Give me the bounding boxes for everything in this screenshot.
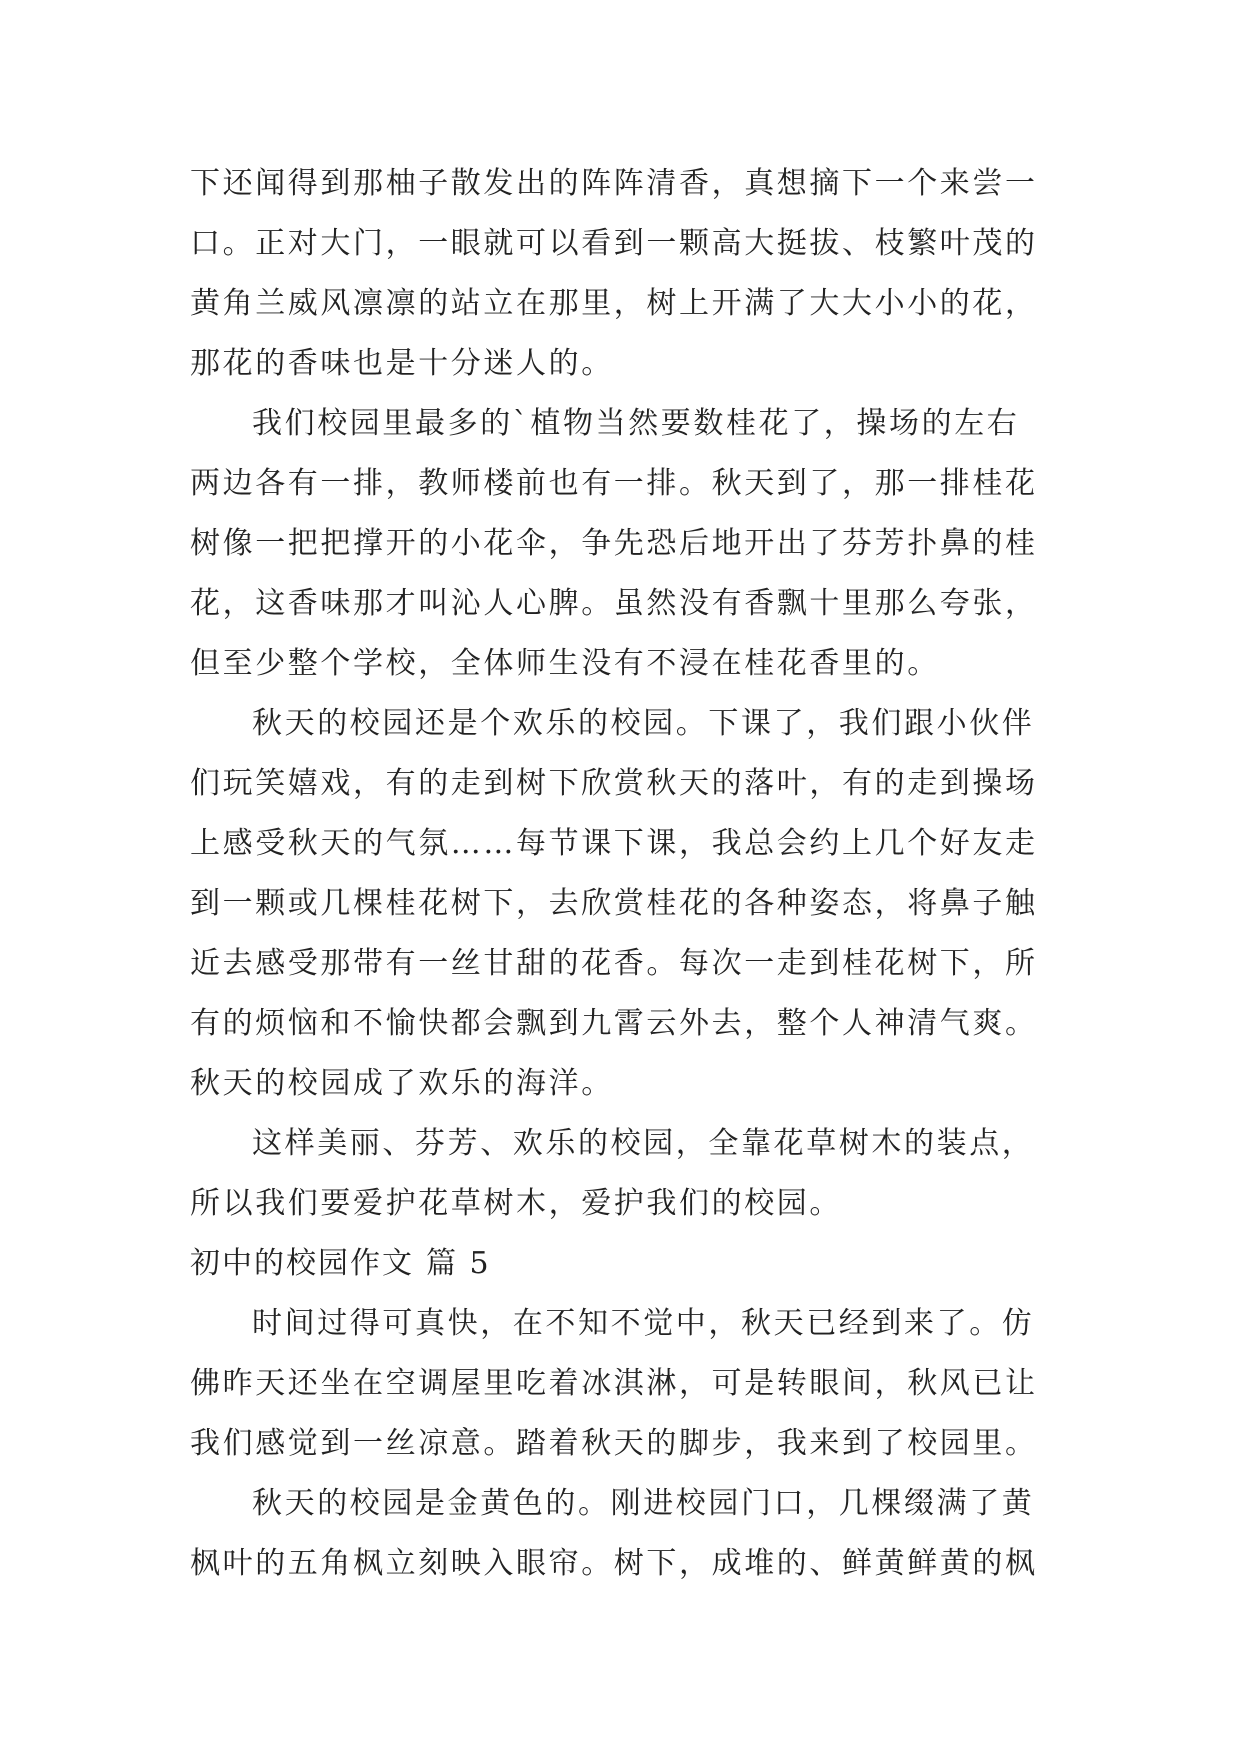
text-line: 树像一把把撑开的小花伞，争先恐后地开出了芬芳扑鼻的桂 [190,526,1038,561]
text-line: 我们感觉到一丝凉意。踏着秋天的脚步，我来到了校园里。 [190,1426,1038,1461]
paragraph [190,694,1070,1114]
text-line: 上感受秋天的气氛……每节课下课，我总会约上几个好友走 [190,826,1038,861]
section-heading [190,1234,1070,1294]
text-line: 花，这香味那才叫沁人心脾。虽然没有香飘十里那么夸张， [190,586,1038,621]
text-line: 秋天的校园还是个欢乐的校园。下课了，我们跟小伙伴 [252,706,1035,741]
text-line: 黄角兰威风凛凛的站立在那里，树上开满了大大小小的花， [190,286,1038,321]
text-line: 口。正对大门，一眼就可以看到一颗高大挺拔、枝繁叶茂的 [190,226,1038,261]
paragraph [190,154,1070,394]
heading-section-number: 篇 5 [426,1246,491,1281]
paragraph [190,394,1070,694]
text-line: 枫叶的五角枫立刻映入眼帘。树下，成堆的、鲜黄鲜黄的枫 [190,1546,1038,1581]
paragraph [190,1294,1070,1474]
text-line: 这样美丽、芬芳、欢乐的校园，全靠花草树木的装点， [252,1126,1035,1161]
text-line: 佛昨天还坐在空调屋里吃着冰淇淋，可是转眼间，秋风已让 [190,1366,1038,1401]
text-line: 有的烦恼和不愉快都会飘到九霄云外去，整个人神清气爽。 [190,1006,1038,1041]
text-line: 两边各有一排，教师楼前也有一排。秋天到了，那一排桂花 [190,466,1038,501]
text-line: 但至少整个学校，全体师生没有不浸在桂花香里的。 [190,646,940,681]
text-line: 下还闻得到那柚子散发出的阵阵清香，真想摘下一个来尝一 [190,166,1038,201]
text-line: 秋天的校园是金黄色的。刚进校园门口，几棵缀满了黄 [252,1486,1035,1521]
paragraph [190,1474,1070,1594]
text-line: 那花的香味也是十分迷人的。 [190,346,614,381]
text-line: 时间过得可真快，在不知不觉中，秋天已经到来了。仿 [252,1306,1035,1341]
text-line: 到一颗或几棵桂花树下，去欣赏桂花的各种姿态，将鼻子触 [190,886,1038,921]
heading-title: 初中的校园作文 [190,1246,414,1281]
paragraph [190,1114,1070,1234]
text-line: 秋天的校园成了欢乐的海洋。 [190,1066,614,1101]
text-line: 我们校园里最多的`植物当然要数桂花了，操场的左右 [252,406,1020,441]
article-body [190,154,1070,1594]
text-line: 所以我们要爱护花草树木，爱护我们的校园。 [190,1186,842,1221]
text-line: 近去感受那带有一丝甘甜的花香。每次一走到桂花树下，所 [190,946,1038,981]
text-line: 们玩笑嬉戏，有的走到树下欣赏秋天的落叶，有的走到操场 [190,766,1038,801]
